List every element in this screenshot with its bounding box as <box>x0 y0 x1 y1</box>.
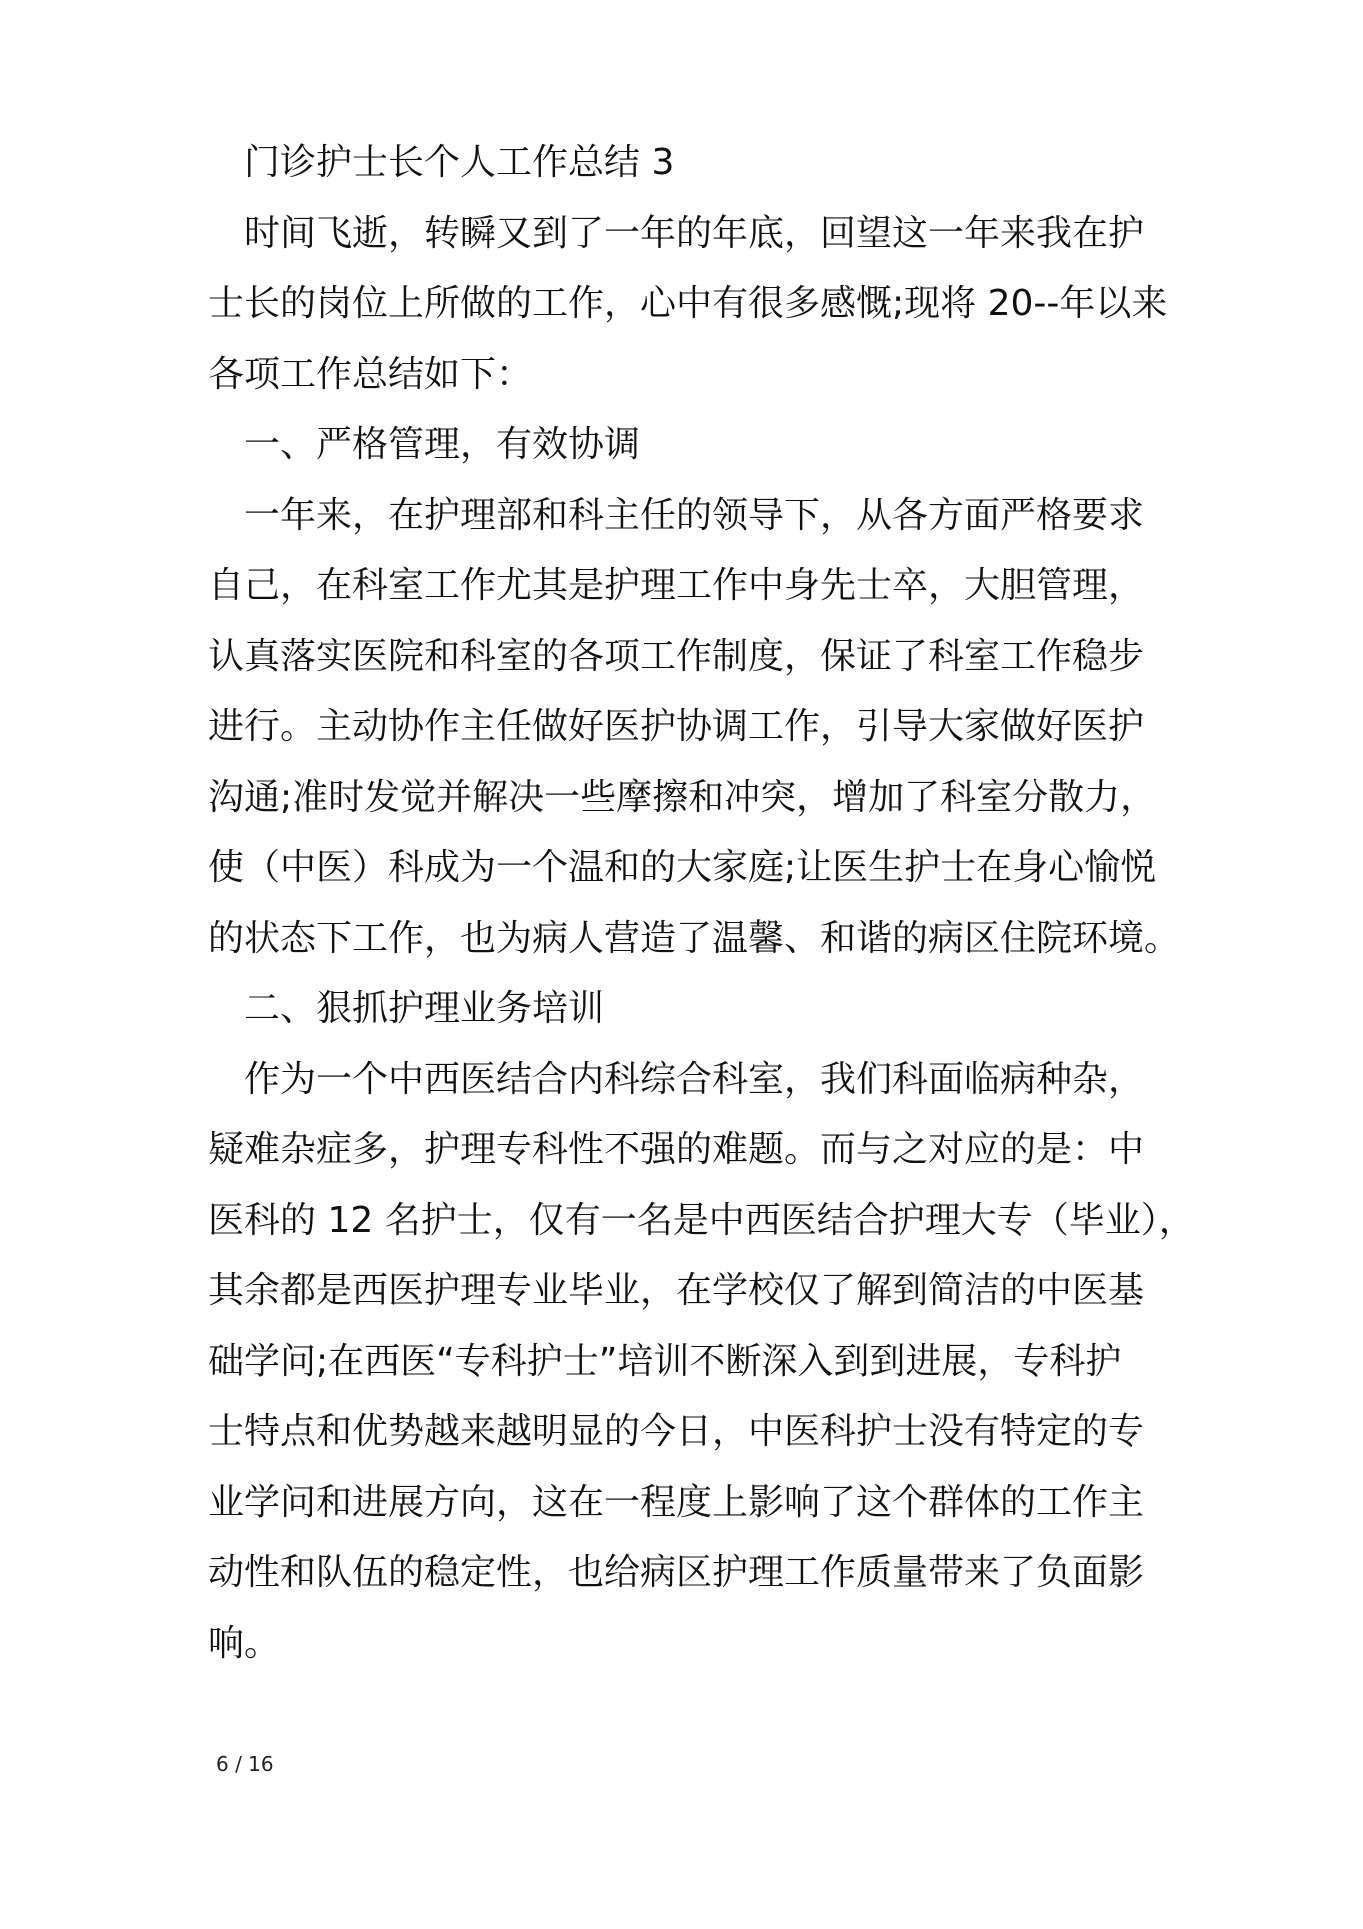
paragraph-line: 认真落实医院和科室的各项工作制度，保证了科室工作稳步 <box>208 635 1145 677</box>
paragraph-line: 沟通;准时发觉并解决一些摩擦和冲突，增加了科室分散力， <box>208 776 1157 818</box>
paragraph-line: 使（中医）科成为一个温和的大家庭;让医生护士在身心愉悦 <box>208 847 1157 888</box>
paragraph-line: 士长的岗位上所做的工作，心中有很多感慨;现将 20--年以来 <box>208 283 1168 324</box>
paragraph-line: 医科的 12 名护士，仅有一名是中西医结合护理大专（毕业）， <box>208 1199 1195 1241</box>
paragraph-line: 疑难杂症多，护理专科性不强的难题。而与之对应的是：中 <box>208 1129 1145 1170</box>
paragraph-line: 动性和队伍的稳定性，也给病区护理工作质量带来了负面影 <box>208 1552 1145 1593</box>
paragraph-line: 业学问和进展方向，这在一程度上影响了这个群体的工作主 <box>208 1481 1145 1523</box>
paragraph-line: 进行。主动协作主任做好医护协调工作，引导大家做好医护 <box>208 706 1145 747</box>
paragraph-line: 作为一个中西医结合内科综合科室，我们科面临病种杂， <box>208 1058 1145 1100</box>
section-heading: 二、狠抓护理业务培训 <box>208 988 605 1029</box>
paragraph-line: 的状态下工作，也为病人营造了温馨、和谐的病区住院环境。 <box>208 917 1181 959</box>
paragraph-line: 时间飞逝，转瞬又到了一年的年底，回望这一年来我在护 <box>208 212 1145 254</box>
paragraph-line: 自己，在科室工作尤其是护理工作中身先士卒，大胆管理， <box>208 565 1145 606</box>
paragraph-line: 响。 <box>208 1622 281 1664</box>
document-body <box>208 128 1195 1679</box>
paragraph-line: 础学问;在西医“专科护士”培训不断深入到到进展，专科护 <box>208 1340 1122 1382</box>
paragraph-line: 士特点和优势越来越明显的今日，中医科护士没有特定的专 <box>208 1411 1145 1452</box>
page-number: 6 / 16 <box>216 1752 274 1776</box>
paragraph-line: 其余都是西医护理专业毕业，在学校仅了解到简洁的中医基 <box>208 1270 1145 1311</box>
paragraph-line: 各项工作总结如下： <box>208 353 533 395</box>
section-heading: 一、严格管理，有效协调 <box>208 424 641 465</box>
paragraph-line: 一年来，在护理部和科主任的领导下，从各方面严格要求 <box>208 494 1145 536</box>
document-title: 门诊护士长个人工作总结 3 <box>208 142 675 183</box>
